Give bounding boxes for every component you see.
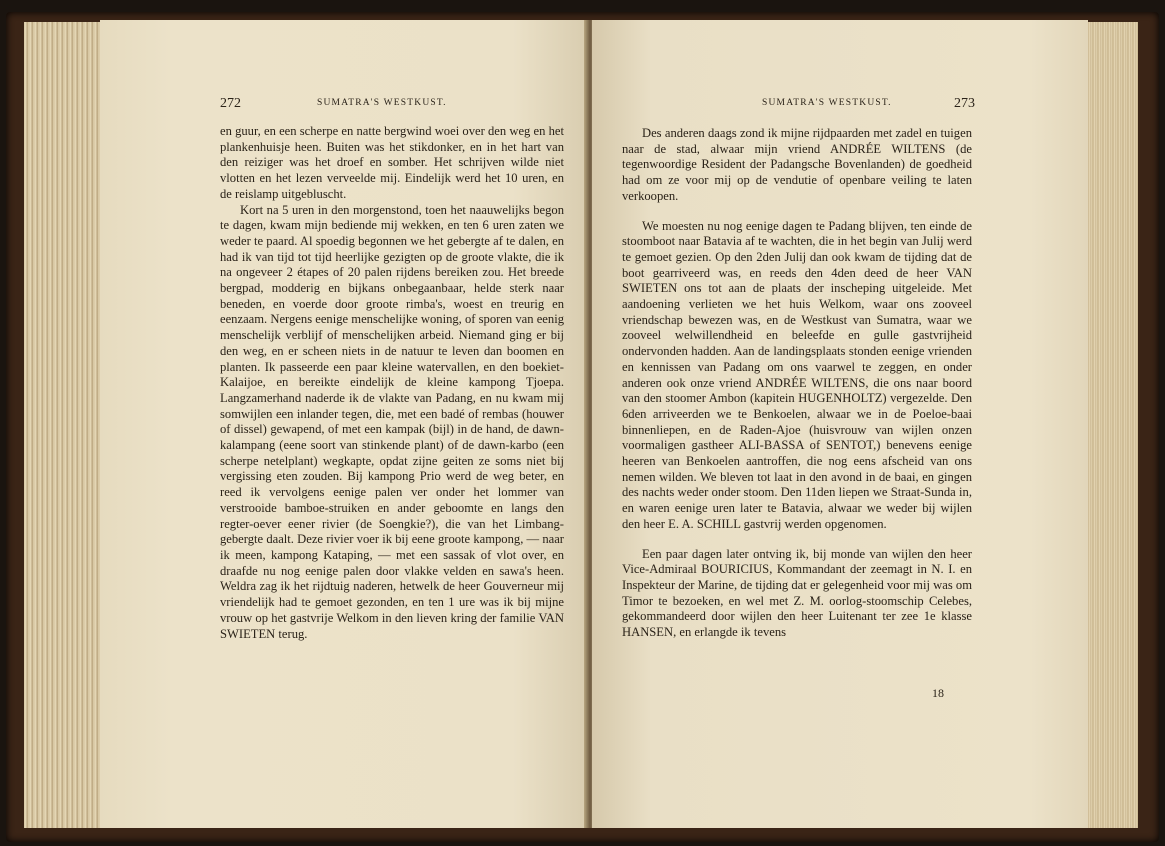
right-page bbox=[592, 20, 1088, 828]
paragraph: Des anderen daags zond ik mijne rijdpaarden met zadel en tuigen naar de stad, alwaar mijn vriend ANDRÉE WILTENS (de tegenwoordige Resident der Padangsche Bovenlanden) de goedheid had om ze voor mij op de vendutie of openbare veiling te laten verkoopen. bbox=[622, 126, 972, 203]
paragraph: Een paar dagen later ontving ik, bij monde van wijlen den heer Vice-Admiraal BOURICIUS, Kommandant der zeemagt in N. I. en Inspekteur der Marine, de tijding dat er gelegenheid voor mij was om Timor te bezoeken, en wel met Z. M. oorlog-stoomschip Celebes, gekommandeerd door wijlen den heer Luitenant ter zee 1e klasse HANSEN, en erlangde ik tevens bbox=[622, 546, 972, 640]
page-number: 273 bbox=[954, 96, 975, 111]
paragraph: Kort na 5 uren in den morgenstond, toen het naauwelijks begon te dagen, kwam mijn bediende mij wekken, en ten 6 uren zaten we weder te paard. Al spoedig begonnen we het gebergte af te dalen, en had ik van tijd tot tijd heerlijke gezigten op de groote vlakte, die ik na ongeveer 2 étapes of 20 palen rijdens bereiken zou. Het breede bergpad, modderig en bijkans onbegaanbaar, helde sterk naar beneden, en voerde door groote rimba's, woest en treurig en eenzaam. Nergens eenige menschelijke woning, of sporen van eenig menschelijk verblijf of menschelijken arbeid. Niemand ging er bij den weg, en er scheen niets in de natuur te leven dan boomen en planten. Ik passeerde een paar kleine watervallen, en den boekiet-Kalaijoe, en bereikte eindelijk de kleine kampong Tjoepa. Langzamerhand naderde ik de vlakte van Padang, en nu kwam mij somwijlen een inlander tegen, die, met een badé of rembas (houwer of dissel) gewapend, of met een kampak (bijl) in de hand, de dawn-kalampang (eene soort van stinkende plant) of de dawn-karbo (een scherpe netelplant) wegkapte, opdat zijne geiten ze soms niet bij vergissing eten zouden. Bij kampong Prio werd de weg beter, en reed ik vervolgens eenige palen ver onder het lommer van verstrooide bamboe-struiken en ander geboomte en langs den regter-oever eener rivier (de Soengkie?), die van het Limbang-gebergte daalt. Deze rivier voer ik bij eene groote kampong, — naar ik meen, kampong Kataping, — met een sassak of vlot over, en draafde nu nog eenige palen door vlakke velden en sawa's heen. Weldra zag ik het rijdtuig naderen, hetwelk de heer Gouverneur mij vriendelijk had te gemoet gezonden, en ten 1 ure was ik bij mijne vrouw op het gastvrije Welkom in den lieven kring der familie VAN SWIETEN terug. bbox=[220, 202, 564, 641]
page-number: 272 bbox=[220, 96, 241, 111]
page-edges-right bbox=[1086, 22, 1138, 828]
right-body bbox=[622, 126, 972, 641]
left-page bbox=[100, 20, 586, 828]
left-header bbox=[100, 96, 586, 116]
signature-mark: 18 bbox=[932, 686, 944, 700]
running-title: SUMATRA'S WESTKUST. bbox=[762, 98, 892, 108]
paragraph: We moesten nu nog eenige dagen te Padang blijven, ten einde de stoomboot naar Batavia af te wachten, die in het begin van Julij werd te gemoet gezien. Op den 2den Julij dan ook kwam de tijding dat de boot gearriveerd was, en reeds den 4den deed de heer VAN SWIETEN ons tot aan de plaats der inscheping uitgeleide. Met aandoening verlieten we het huis Welkom, waar ons zooveel vriendschap bewezen was, en de Westkust van Sumatra, waar we zooveel welwillendheid en beleefde en gulle gastvrijheid ondervonden hadden. Aan de landingsplaats stonden eenige vrienden en kennissen van Padang om ons vaarwel te zeggen, en onder anderen ook onze vriend ANDRÉE WILTENS, die ons naar boord van den stoomer Ambon (kapitein HUGENHOLTZ) vergezelde. Den 6den arriveerden we te Benkoelen, alwaar we in de Poeloe-baai binnenliepen, en de Raden-Ajoe (huisvrouw van wijlen onzen voormaligen gastheer ALI-BASSA of SENTOT,) benevens eenige heeren van Benkoelen aantroffen, die nog eens afscheid van ons nemen wilden. We bleven tot laat in den avond in de baai, en gingen des nachts weder onder stoom. Den 11den liepen we Straat-Sunda in, en waren eenige uren later te Batavia, alwaar we weder bij wijlen den heer E. A. SCHILL gastvrij werden opgenomen. bbox=[622, 218, 972, 531]
right-header bbox=[592, 96, 1088, 116]
running-title: SUMATRA'S WESTKUST. bbox=[317, 98, 447, 108]
paragraph: en guur, en een scherpe en natte bergwind woei over den weg en het plankenhuisje heen. Buiten was het stikdonker, en in het hart van den reiziger was het droef en somber. Het schrijven wilde niet vlotten en het lezen verveelde mij. Eindelijk werd het 10 uren, en de reislamp uitgebluscht. bbox=[220, 124, 564, 201]
page-edges-left bbox=[24, 22, 104, 828]
left-body bbox=[220, 124, 564, 642]
